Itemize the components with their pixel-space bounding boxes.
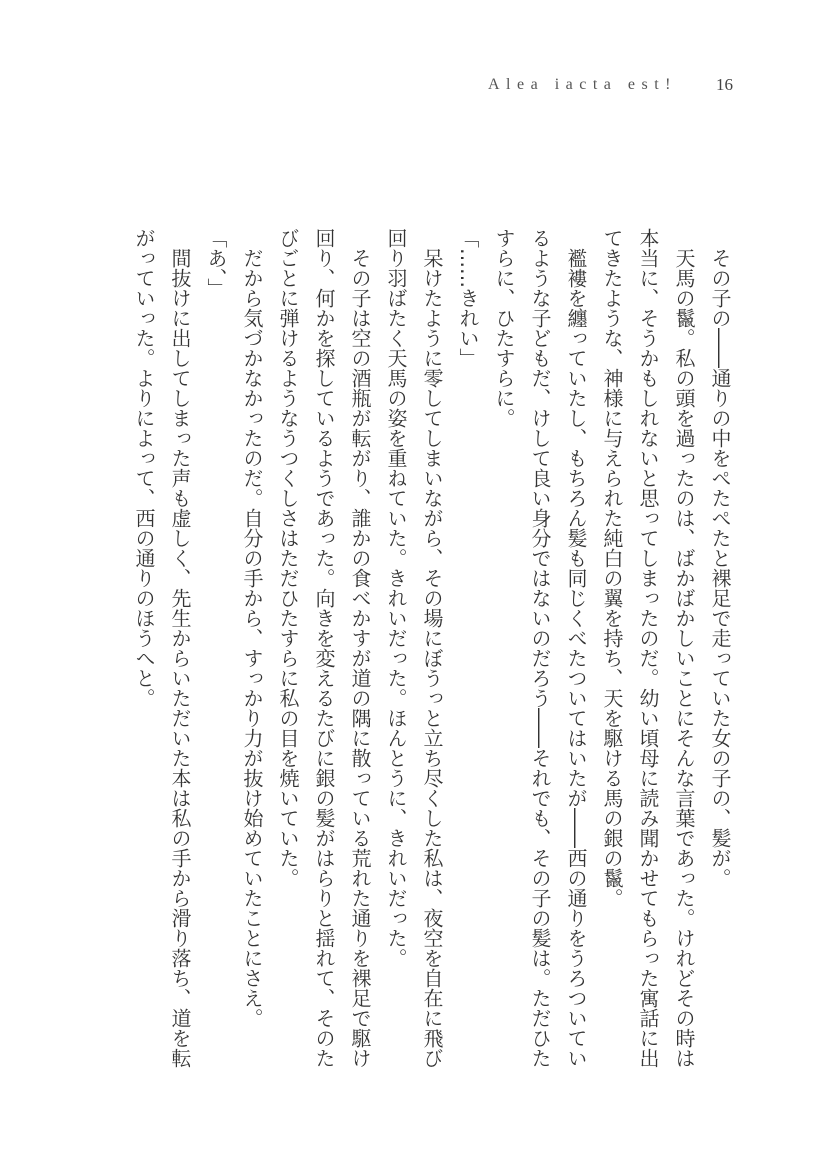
text-line: るような子どもだ、けして良い身分ではないのだろう――それでも、その子の髪は。ただひた <box>528 228 552 1068</box>
text-line: だから気づかなかったのだ。自分の手から、すっかり力が抜け始めていたことにさえ。 <box>240 248 264 1028</box>
text-line: 間抜けに出してしまった声も虚しく、先生からいただいた本は私の手から滑り落ち、道を転 <box>168 248 192 1068</box>
text-line: てきたような、神様に与えられた純白の翼を持ち、天を駆ける馬の銀の鬣。 <box>600 228 624 908</box>
text-line: その子は空の酒瓶が転がり、誰かの食べかすが道の隅に散っている荒れた通りを裸足で駆け <box>348 248 372 1068</box>
text-line: 回り、何かを探しているようであった。向きを変えるたびに銀の髪がはらりと揺れて、そのた <box>312 228 336 1068</box>
text-line: がっていった。よりによって、西の通りのほうへと。 <box>132 228 156 708</box>
vertical-body-text <box>126 228 738 1088</box>
text-line: その子の――通りの中をぺたぺたと裸足で走っていた女の子の、髪が。 <box>708 248 732 888</box>
text-line: 本当に、そうかもしれないと思ってしまったのだ。幼い頃母に読み聞かせてもらった寓話に出 <box>636 228 660 1068</box>
text-line: すらに、ひたすらに。 <box>492 228 516 428</box>
text-line: 呆けたように零してしまいながら、その場にぼうっと立ち尽くした私は、夜空を自在に飛び <box>420 248 444 1068</box>
page-number: 16 <box>716 75 733 94</box>
text-line: 襤褸を纏っていたし、もちろん髪も同じくべたついてはいたが――西の通りをうろついてい <box>564 248 588 1068</box>
text-line: 天馬の鬣。私の頭を過ったのは、ばかばかしいことにそんな言葉であった。けれどその時は <box>672 248 696 1068</box>
dialogue-line: 「あ、」 <box>204 228 228 298</box>
dialogue-line: 「……きれい」 <box>456 228 480 368</box>
text-line: びごとに弾けるようなうつくしさはただひたすらに私の目を焼いていた。 <box>276 228 300 888</box>
running-title: Alea iacta est! <box>488 76 677 93</box>
text-line: 回り羽ばたく天馬の姿を重ねていた。きれいだった。ほんとうに、きれいだった。 <box>384 228 408 968</box>
